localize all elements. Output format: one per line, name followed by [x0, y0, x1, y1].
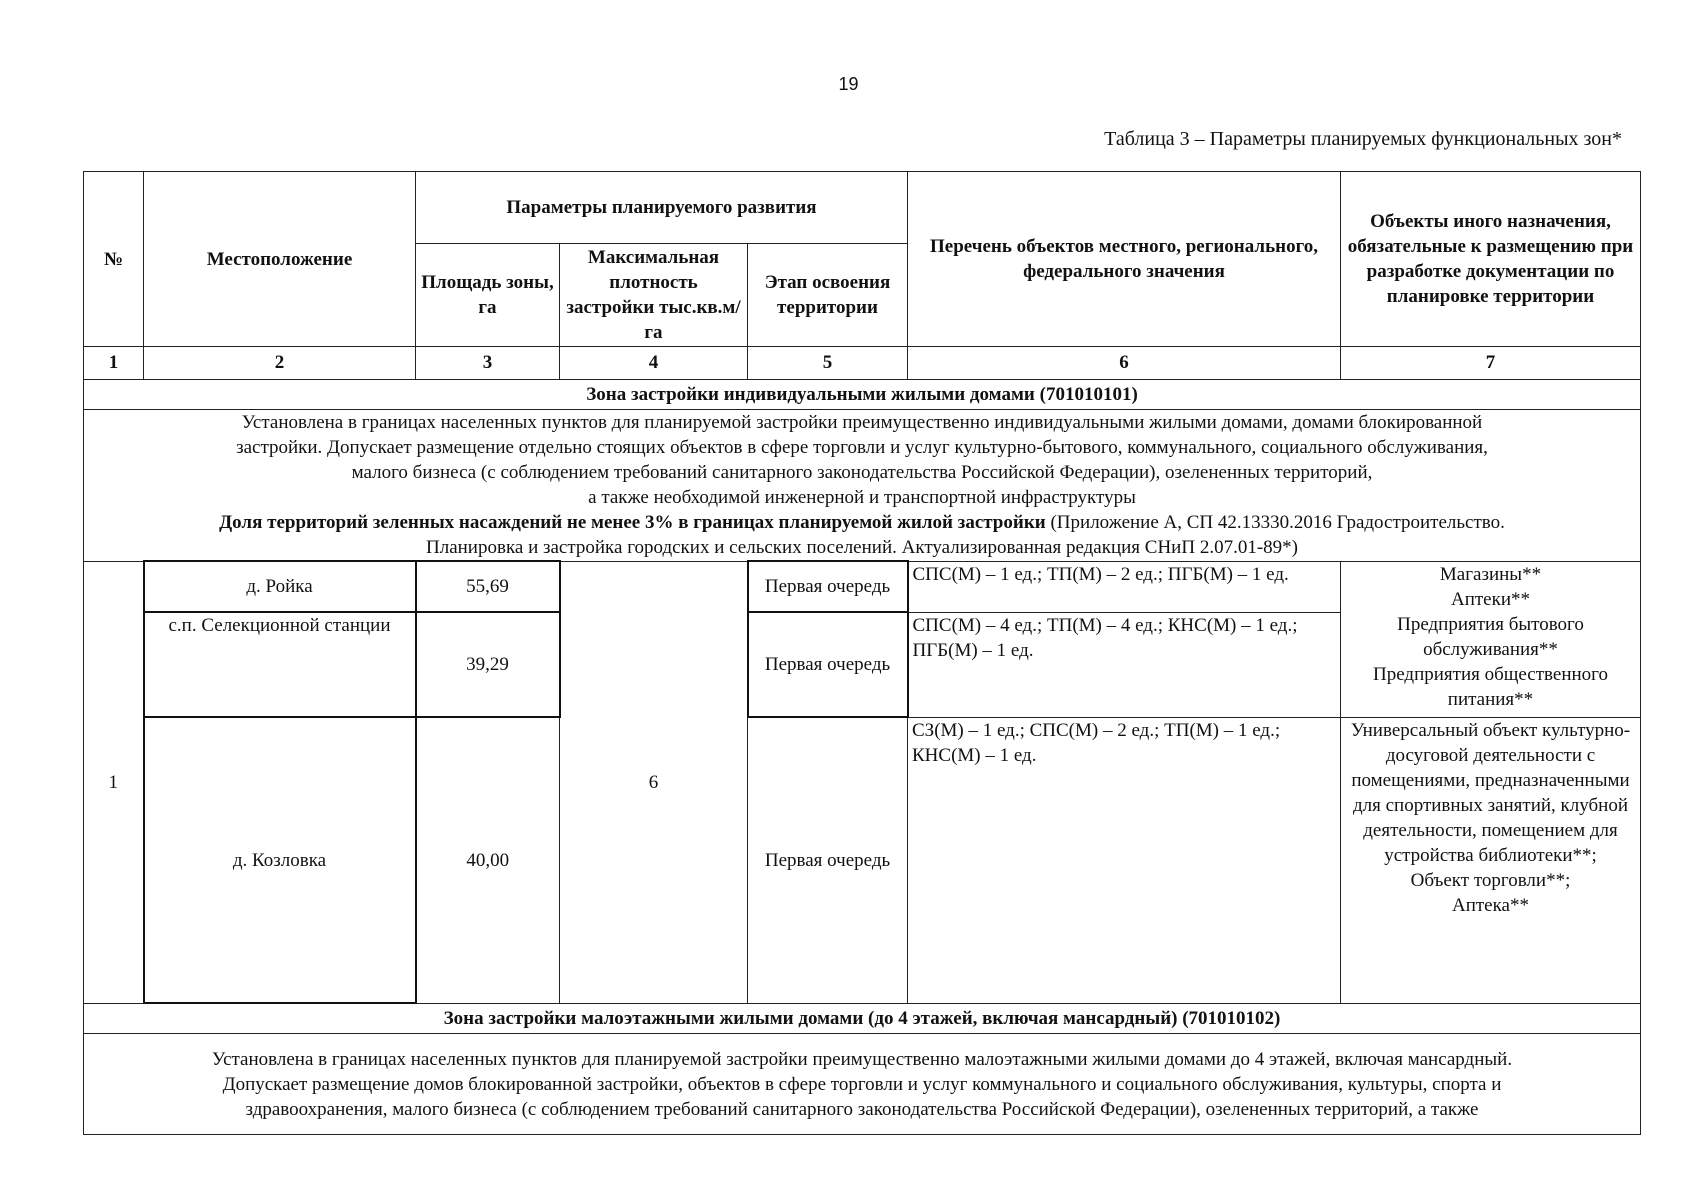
column-number: 3 — [416, 347, 560, 380]
column-number-row — [84, 347, 1641, 380]
table-row — [84, 561, 1641, 612]
table-caption: Таблица 3 – Параметры планируемых функциональных зон* — [1104, 128, 1622, 150]
other-object-item: Предприятия бытового обслуживания** — [1397, 613, 1584, 660]
other-object-item: Аптека** — [1451, 894, 1529, 916]
stage-cell: Первая очередь — [748, 561, 908, 612]
objects-cell: СПС(М) – 1 ед.; ТП(М) – 2 ед.; ПГБ(М) – 1 ед. — [908, 561, 1341, 612]
green-share-line — [88, 510, 1636, 535]
row-number: 1 — [84, 561, 144, 1003]
objects-cell: СПС(М) – 4 ед.; ТП(М) – 4 ед.; КНС(М) – 1 ед.; ПГБ(М) – 1 ед. — [908, 612, 1341, 717]
header-area: Площадь зоны, га — [416, 244, 560, 347]
other-object-item: Универсальный объект культурно-досуговой деятельности с помещениями, предназначенными для спортивных занятий, клубной деятельности, помещением для устройства библиотеки**; — [1350, 719, 1631, 866]
column-number: 7 — [1341, 347, 1641, 380]
other-object-item: Предприятия общественного питания** — [1373, 663, 1608, 710]
green-share-reference: (Приложение А, СП 42.13330.2016 Градостроительство. — [1045, 512, 1505, 533]
column-number: 5 — [748, 347, 908, 380]
other-objects-cell — [1341, 561, 1641, 717]
zone-description-line: а также необходимой инженерной и транспортной инфраструктуры — [588, 487, 1136, 508]
stage-cell: Первая очередь — [748, 717, 908, 1003]
stage-cell: Первая очередь — [748, 612, 908, 717]
area-cell: 39,29 — [416, 612, 560, 717]
other-object-item: Объект торговли**; — [1410, 869, 1571, 891]
green-share-reference-cont: Планировка и застройка городских и сельских поселений. Актуализированная редакция СНиП 2.07.01-89*) — [426, 537, 1298, 558]
zone-description-line: Установлена в границах населенных пунктов для планируемой застройки преимущественно индивидуальными жилыми домами, домами блокированной — [241, 412, 1483, 433]
location-cell: д. Козловка — [144, 717, 416, 1003]
header-stage: Этап освоения территории — [748, 244, 908, 347]
header-params-group: Параметры планируемого развития — [416, 172, 908, 244]
header-location: Местоположение — [144, 172, 416, 347]
zone-description-line: малого бизнеса (с соблюдением требований санитарного законодательства Российской Федерации), озелененных территорий, — [351, 462, 1373, 483]
objects-cell: СЗ(М) – 1 ед.; СПС(М) – 2 ед.; ТП(М) – 1 ед.; КНС(М) – 1 ед. — [908, 717, 1341, 1003]
header-density: Максимальная плотность застройки тыс.кв.м/га — [560, 244, 748, 347]
functional-zones-table — [83, 171, 1641, 1135]
zone-description-line: Допускает размещение домов блокированной застройки, объектов в сфере торговли и услуг коммунального и социального обслуживания, культуры, спорта и — [222, 1073, 1502, 1095]
column-number: 4 — [560, 347, 748, 380]
density-cell: 6 — [560, 561, 748, 1003]
green-share-requirement: Доля территорий зеленных насаждений не менее 3% в границах планируемой жилой застройки — [219, 512, 1046, 533]
header-objects: Перечень объектов местного, регионального, федерального значения — [908, 172, 1341, 347]
other-objects-cell — [1341, 717, 1641, 1003]
zone-description-lowrise — [84, 1034, 1641, 1135]
area-cell: 55,69 — [416, 561, 560, 612]
area-cell: 40,00 — [416, 717, 560, 1003]
page-number: 19 — [838, 74, 859, 94]
zone-title-individual: Зона застройки индивидуальными жилыми домами (701010101) — [84, 380, 1641, 410]
zone-description-line: здравоохранения, малого бизнеса (с соблюдением требований санитарного законодательства Российской Федерации), озелененных территорий, а также — [245, 1098, 1479, 1120]
location-cell: с.п. Селекционной станции — [144, 612, 416, 717]
zone-description-line: Установлена в границах населенных пунктов для планируемой застройки преимущественно малоэтажными жилыми домами до 4 этажей, включая мансардный. — [211, 1048, 1513, 1070]
zone-description-line: застройки. Допускает размещение отдельно стоящих объектов в сфере торговли и услуг культурно-бытового, коммунального, социального обслуживания, — [236, 437, 1488, 458]
table-row — [84, 717, 1641, 1003]
other-object-item: Магазины** — [1439, 563, 1542, 585]
location-cell: д. Ройка — [144, 561, 416, 612]
column-number: 2 — [144, 347, 416, 380]
column-number: 1 — [84, 347, 144, 380]
other-object-item: Аптеки** — [1450, 588, 1531, 610]
zone-title-lowrise: Зона застройки малоэтажными жилыми домами (до 4 этажей, включая мансардный) (701010102) — [84, 1003, 1641, 1034]
column-number: 6 — [908, 347, 1341, 380]
header-other-objects: Объекты иного назначения, обязательные к размещению при разработке документации по планировке территории — [1341, 172, 1641, 347]
header-number: № — [84, 172, 144, 347]
zone-description-individual — [84, 410, 1641, 562]
